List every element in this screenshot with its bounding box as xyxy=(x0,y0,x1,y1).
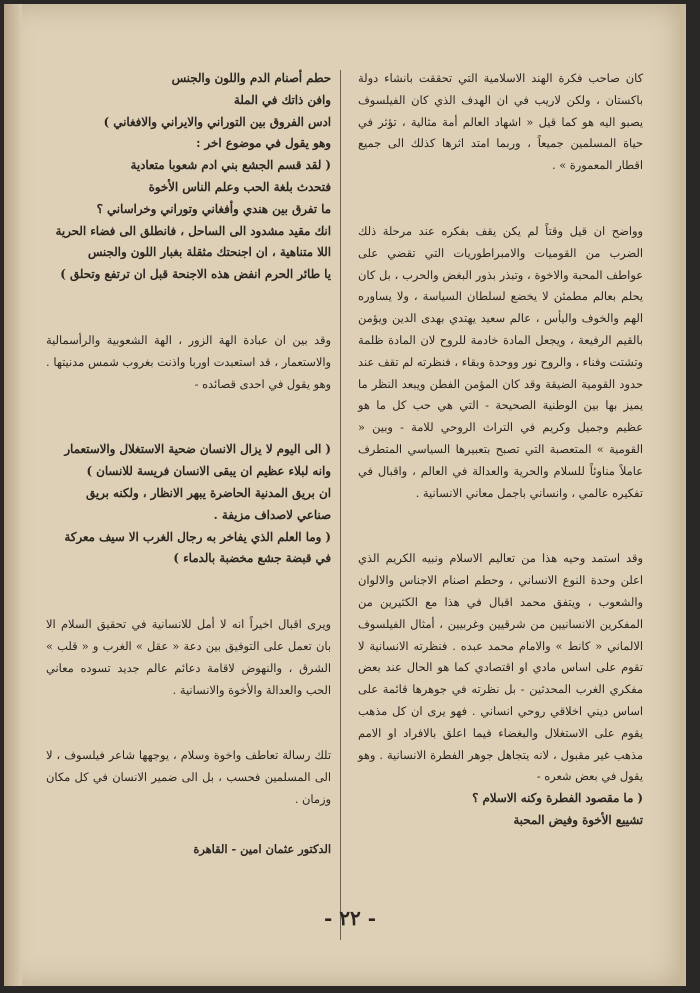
paragraph-hope-for-peace: ويرى اقبال اخيراً انه لا أمل للانسانية في تحقيق السلام الا بان تعمل على التوفيق بين دعة « عقل » الغرب و « قلب » الشرق ، والنهوض لاقامة دعائم عالم جديد تسوده معاني الحب والعدالة والأخوة والانسانية . xyxy=(46,617,331,697)
verse-line: وهو يقول في موضوع اخر : xyxy=(196,136,331,151)
paragraph-false-gods: وقد بين ان عبادة الهة الزور ، الهة الشعوبية والرأسمالية والاستعمار ، قد استعبدت اوربا واذنت بغروب شمس مدنيتها . وهو يقول في احدى قصائده - xyxy=(46,332,331,391)
verse-line: فتحدث بلغة الحب وعلم الناس الأخوة xyxy=(148,179,331,194)
verse-line: ما تفرق بين هندي وأفغاني وتوراني وخراساني ؟ xyxy=(96,201,331,216)
verse-line: ادس الفروق بين التوراني والايراني والافغاني ) xyxy=(103,114,331,129)
verse-line: ( ما مقصود الفطرة وكنه الاسلام ؟ xyxy=(472,791,643,806)
page-binding-edge xyxy=(4,4,22,986)
verse-line: اللا متناهية ، ان اجنحتك مثقلة بغبار اللون والجنس xyxy=(87,245,331,260)
paragraph-universal-vision: وواضح ان قيل وقتاً لم يكن يقف بفكره عند مرحلة ذلك الضرب من القوميات والامبراطوريات التي تقضي على عواطف المحبة والاخوة ، وتبذر بذور البغض والحرب ، بل كان يحلم بعالم مطمئن لا يخضع لسلطان السياسة ، ولا يساوره الهم والخوف واليأس ، عالم سعيد يهتدي بهدى الدين ويؤمن بالقيم الرفيعة ، ويجعل المادة خادمة للروح لان المادة ظلمة وتشتت وفناء ، والروح نور ووحدة وبقاء ، فنظرته لم تقف عند حدود القومية الضيقة وقد كان المؤمن الفطن ويبعد النظر ما يميز بها بين الوطنية الصحيحة - التي هي حب كل ما هو عظيم وجميل وكريم في التراث الروحي للامة - وبين « القومية » المتعصبة التي تصبح بتعبيرها السياسي المتطرف عاملاً مناوئاً للسلام والحرية والعدالة في العالم ، واقبال في تفكيره عالمي ، وانساني باجمل معاني الانسانية . xyxy=(358,223,643,500)
verse-line: يا طائر الحرم انفض هذه الاجنحة قبل ان ترتفع وتحلق ) xyxy=(60,267,331,282)
verse-line: ( وما العلم الذي يفاخر به رجال الغرب الا سيف معركة xyxy=(64,529,331,544)
right-column xyxy=(358,68,643,832)
verse-line: وافن ذاتك في الملة xyxy=(233,92,331,107)
verse-line: صناعي لاصداف مزيفة . xyxy=(213,507,331,522)
left-column xyxy=(46,68,331,861)
verse-line: حطم أصنام الدم واللون والجنس xyxy=(171,71,331,85)
verse-line: ان بريق المدنية الحاضرة يبهر الانظار ، ولكنه بريق xyxy=(85,485,331,500)
verse-line: ( لقد قسم الجشع بني ادم شعوبا متعادية xyxy=(130,158,331,173)
paragraph-pakistan-idea: كان صاحب فكرة الهند الاسلامية التي تحققت بانشاء دولة باكستان ، ولكن لاريب في ان الهدف الذي كان الفيلسوف يصبو اليه هو كما قيل « اشهاد العالم أمة مثالية ، تؤثر في حياة المسلمين جميعاً ، وربما امتد اثرها كذلك الى جميع اقطار المعمورة » . xyxy=(358,71,643,173)
verse-line: انك مقيد مشدود الى الساحل ، فانطلق الى فضاء الحرية xyxy=(55,223,331,238)
verse-line: وانه لبلاء عظيم ان يبقى الانسان فريسة للانسان ) xyxy=(86,464,331,479)
author-signature: الدكتور عثمان امين - القاهرة xyxy=(193,841,331,856)
paragraph-islamic-teachings: وقد استمد وحيه هذا من تعاليم الاسلام ونبيه الكريم الذي اعلن وحدة النوع الانساني ، وحطم اصنام الاجناس والالوان والشعوب ، ويتفق محمد اقبال في هذا مع الكثيرين من المفكرين الانسانيين من شرقيين وغربيين ، أمثال الفيلسوف الالماني « كانط » والامام محمد عبده . فنظرته الانسانية لا تقوم على اساس مادي او اقتصادي كما هو الحال عند بعض مفكري الغرب المحدثين - بل نظرته في جوهرها قائمة على اساس ديني اخلاقي روحي انساني . فهو يرى ان كل مذهب يقوم على الاستغلال والبغضاء فيما اعلق بالافراد او الامم مذهب غير مقبول ، لانه يتجاهل جوهر الفطرة الانسانية . وهو يقول في بعض شعره - xyxy=(358,551,643,784)
column-divider xyxy=(340,70,341,940)
verse-line: ( الى اليوم لا يزال الانسان ضحية الاستغلال والاستعمار xyxy=(64,442,331,457)
paragraph-message: تلك رسالة تعاطف واخوة وسلام ، يوجهها شاعر فيلسوف ، لا الى المسلمين فحسب ، بل الى ضمير الانسان في كل مكان وزمان . xyxy=(46,748,331,806)
verse-line: في قبضة جشع مخضبة بالدماء ) xyxy=(173,551,331,566)
verse-line: تشييع الأخوة وفيض المحبة xyxy=(513,812,643,827)
page-number: - ٢٢ - xyxy=(323,906,376,930)
